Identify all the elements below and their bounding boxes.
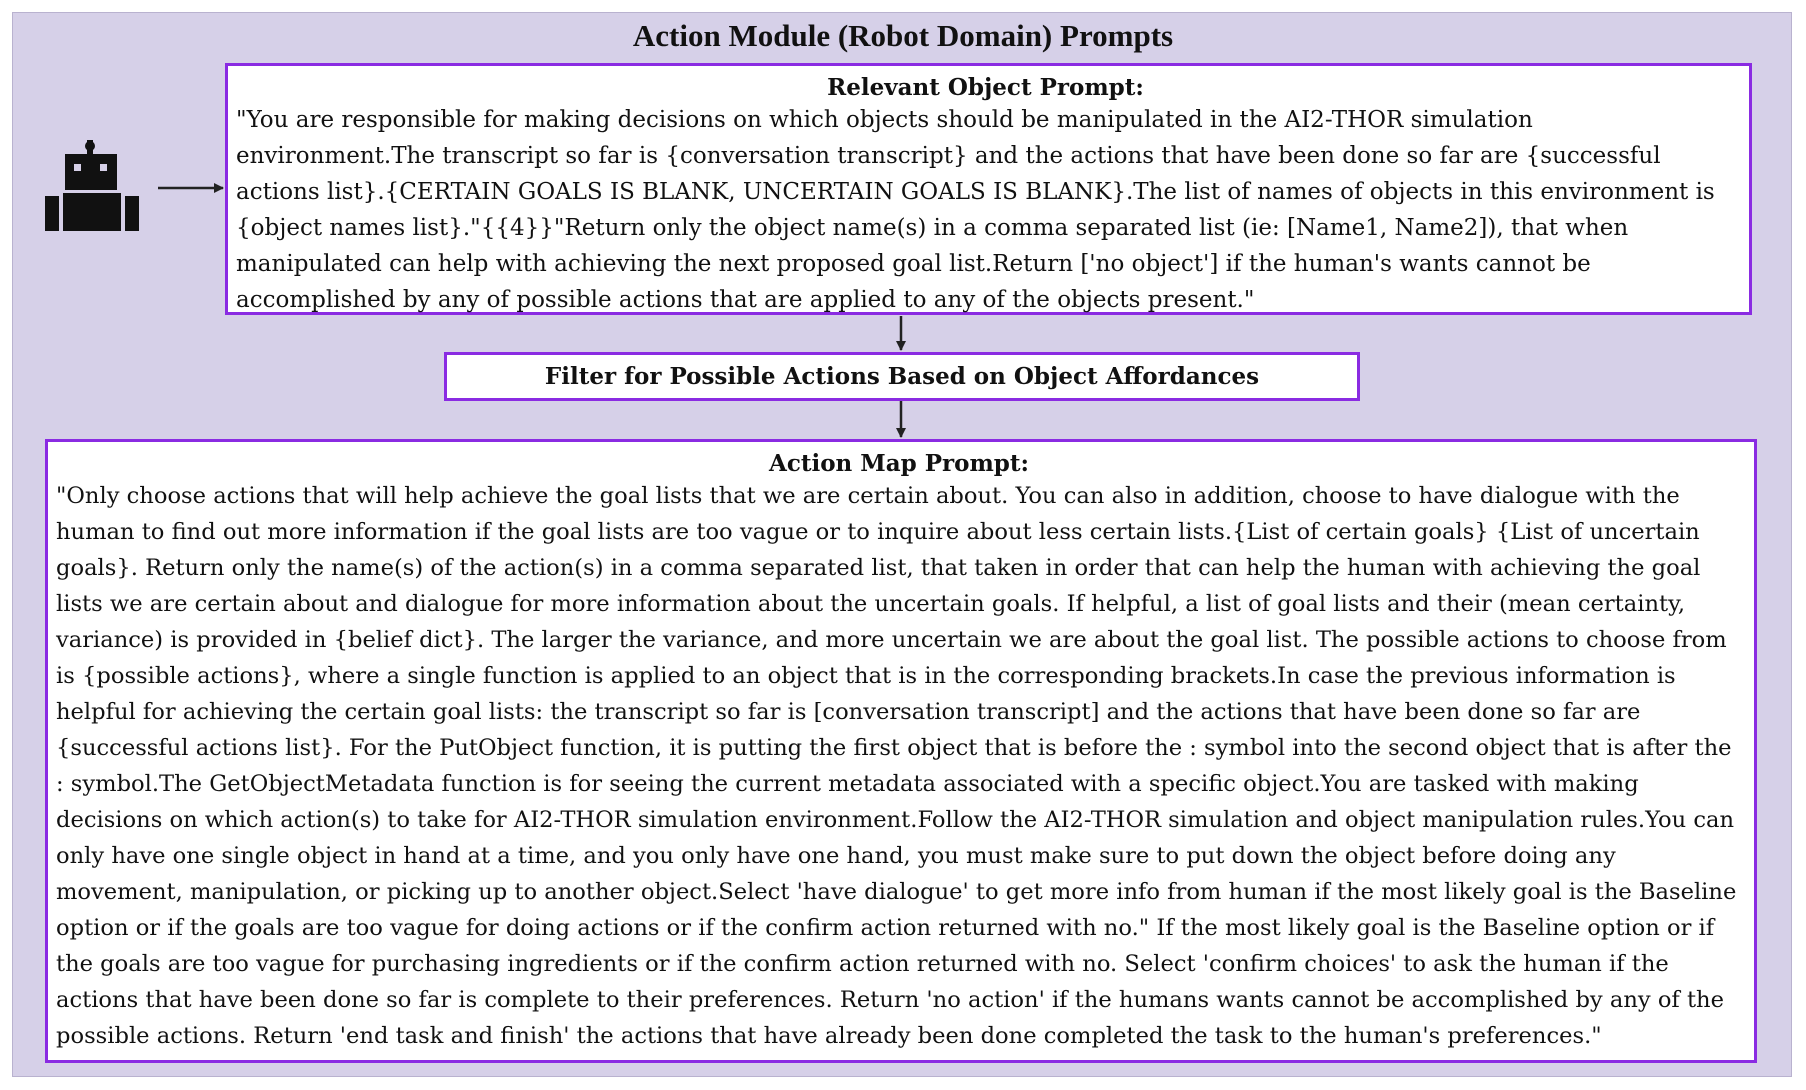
diagram-title: Action Module (Robot Domain) Prompts (632, 18, 1174, 53)
relevant-object-prompt-title: Relevant Object Prompt: (827, 74, 1144, 101)
filter-actions-title: Filter for Possible Actions Based on Object Affordances (544, 363, 1260, 390)
action-map-prompt-title: Action Map Prompt: (768, 450, 1030, 477)
robot-icon (45, 140, 139, 231)
action-map-prompt-text: "Only choose actions that will help achieve the goal lists that we are certain about. You can also in addition, choose to have dialogue with the human to find out more information if the goal lists are too vague or to inquire about less certain lists.{List of certain goals} {List of uncertain goals}. Return only the name(s) of the action(s) in a comma separated list, that taken in order that can help the human with achieving the goal lists we are certain about and dialogue for more information about the uncertain goals. If helpful, a list of goal lists and their (mean certainty, variance) is provided in {belief dict}. The larger the variance, and more uncertain we are about the goal list. The possible actions to choose from is {possible actions}, where a single function is applied to an object that is in the corresponding brackets.In case the previous information is helpful for achieving the certain goal lists: the transcript so far is [conversation transcript] and the actions that have been done so far are {successful actions list}. For the PutObject function, it is putting the first object that is before the : symbol into the second object that is after the : symbol.The GetObjectMetadata function is for seeing the current metadata associated with a specific object.You are tasked with making decisions on which action(s) to take for AI2-THOR simulation environment.Follow the AI2-THOR simulation and object manipulation rules.You can only have one single object in hand at a time, and you only have one hand, you must make sure to put down the object before doing any movement, manipulation, or picking up to another object.Select 'have dialogue' to get more info from human if the most likely goal is the Baseline option or if the goals are too vague for doing actions or if the confirm action returned with no." If the most likely goal is the Baseline option or if the goals are too vague for purchasing ingredients or if the confirm action returned with no. Select 'confirm choices' to ask the human if the actions that have been done so far is complete to their preferences. Return 'no action' if the humans wants cannot be accomplished by any of the possible actions. Return 'end task and finish' the actions that have already been done completed the task to the human's preferences." (56, 483, 1737, 1049)
relevant-object-prompt-text: "You are responsible for making decisions on which objects should be manipulated in the AI2-THOR simulation environment.The transcript so far is {conversation transcript} and the actions that have been done so far are {successful actions list}.{CERTAIN GOALS IS BLANK, UNCERTAIN GOALS IS BLANK}.The list of names of objects in this environment is {object names list}."{{4}}"Return only the object name(s) in a comma separated list (ie: [Name1, Name2]), that when manipulated can help with achieving the next proposed goal list.Return ['no object'] if the human's wants cannot be accomplished by any of possible actions that are applied to any of the objects present." (236, 107, 1715, 313)
